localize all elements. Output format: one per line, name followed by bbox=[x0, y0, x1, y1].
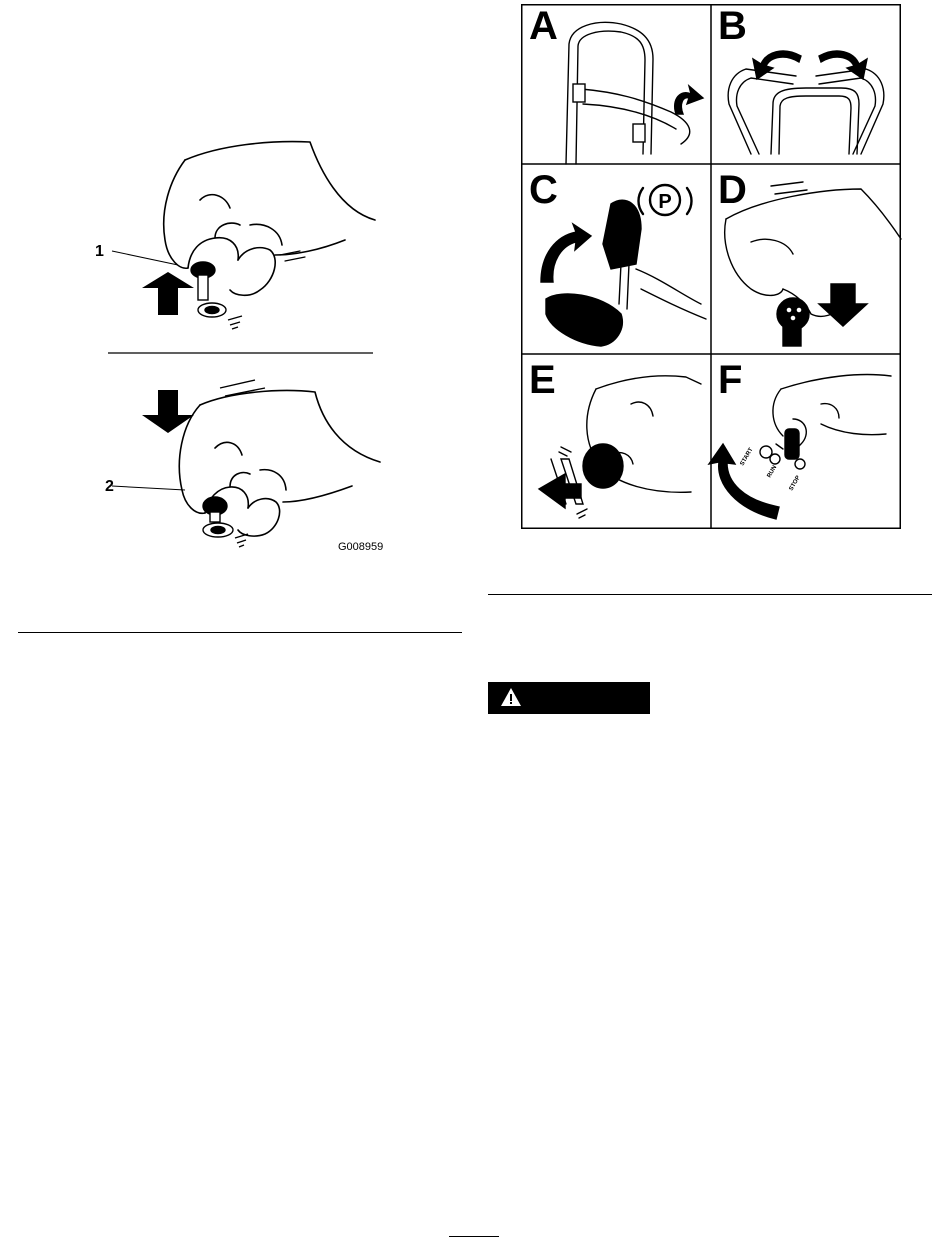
panel-c-illustration bbox=[541, 185, 706, 346]
switch-label-stop: STOP bbox=[788, 474, 802, 492]
panel-label-d: D bbox=[718, 168, 747, 212]
switch-label-start: START bbox=[739, 447, 755, 467]
top-knob bbox=[191, 262, 242, 329]
panel-d-illustration bbox=[725, 182, 901, 346]
right-figure-grid bbox=[521, 4, 901, 529]
warning-banner bbox=[488, 682, 650, 714]
left-figure bbox=[90, 130, 390, 570]
panel-label-a: A bbox=[529, 4, 558, 48]
switch-label-run: RUN bbox=[766, 464, 779, 479]
panel-b-illustration bbox=[728, 51, 884, 154]
right-section-rule bbox=[488, 594, 932, 595]
callout-2: 2 bbox=[105, 478, 114, 495]
left-section-rule bbox=[18, 632, 462, 633]
choke-illustration bbox=[90, 130, 390, 570]
panel-label-e: E bbox=[529, 358, 556, 402]
panel-e-illustration bbox=[539, 376, 701, 518]
park-letter: P bbox=[658, 191, 672, 213]
bottom-knob bbox=[203, 497, 248, 547]
down-arrow-icon bbox=[819, 284, 867, 326]
panel-a-illustration bbox=[566, 22, 703, 164]
panel-label-b: B bbox=[718, 4, 747, 48]
curved-arrow-icon bbox=[541, 224, 591, 282]
panel-label-c: C bbox=[529, 168, 558, 212]
up-arrow-icon bbox=[142, 272, 194, 315]
curved-arrow-icon bbox=[675, 86, 703, 114]
footer-rule bbox=[449, 1236, 499, 1237]
warning-triangle-icon bbox=[500, 687, 522, 707]
panel-grid-illustration bbox=[521, 4, 901, 529]
panel-label-f: F bbox=[718, 358, 743, 402]
left-curved-arrow-icon bbox=[753, 51, 801, 79]
callout-1: 1 bbox=[95, 243, 104, 260]
figure-code: G008959 bbox=[338, 541, 384, 553]
